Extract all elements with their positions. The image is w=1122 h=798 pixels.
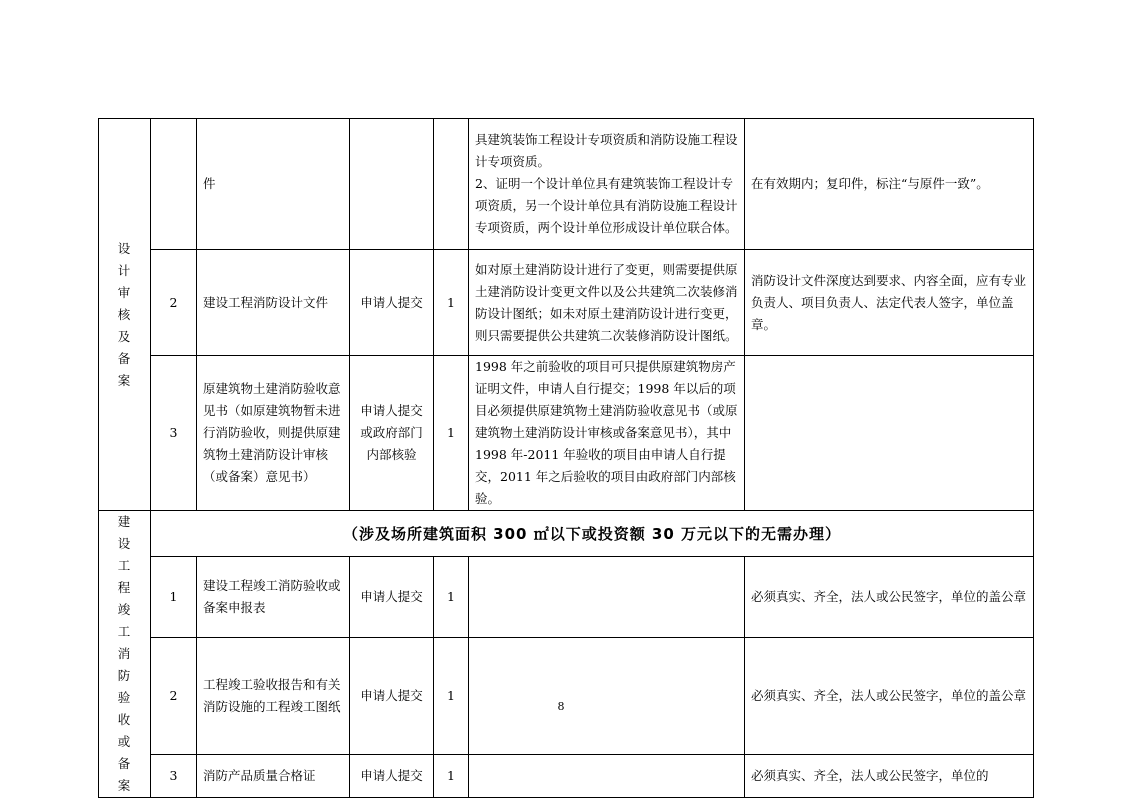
material-source: 申请人提交或政府部门内部核验 [350, 356, 434, 511]
material-name: 建设工程竣工消防验收或备案申报表 [197, 557, 350, 637]
table-row [99, 119, 1034, 250]
material-count: 1 [434, 755, 469, 798]
row-number: 2 [151, 250, 197, 356]
material-note: 如对原土建消防设计进行了变更，则需要提供原土建消防设计变更文件以及公共建筑二次装修消防设计图纸；如未对原土建消防设计进行变更，则只需要提供公共建筑二次装修消防设计图纸。 [469, 250, 745, 356]
material-requirement: 消防设计文件深度达到要求、内容全面，应有专业负责人、项目负责人、法定代表人签字，单位盖章。 [745, 250, 1034, 356]
material-name: 工程竣工验收报告和有关消防设施的工程竣工图纸 [197, 637, 350, 755]
material-source: 申请人提交 [350, 250, 434, 356]
material-source [350, 119, 434, 250]
row-number: 3 [151, 755, 197, 798]
section-label-design: 设计审核及备案 [99, 119, 151, 511]
material-source: 申请人提交 [350, 755, 434, 798]
requirements-table [98, 118, 1034, 798]
material-note: 具建筑装饰工程设计专项资质和消防设施工程设计专项资质。 2、证明一个设计单位具有建筑装饰工程设计专项资质，另一个设计单位具有消防设施工程设计专项资质，两个设计单位形成设计单位联合体。 [469, 119, 745, 250]
material-source: 申请人提交 [350, 557, 434, 637]
section-label-completion: 建设工程竣工消防验收或备案 [99, 511, 151, 798]
row-number [151, 119, 197, 250]
table-row [99, 250, 1034, 356]
row-number: 1 [151, 557, 197, 637]
row-number: 3 [151, 356, 197, 511]
material-requirement: 在有效期内；复印件，标注“与原件一致”。 [745, 119, 1034, 250]
table-row [99, 755, 1034, 798]
page-number: 8 [557, 700, 565, 713]
material-count: 1 [434, 356, 469, 511]
material-name: 件 [197, 119, 350, 250]
material-count: 1 [434, 637, 469, 755]
table-row [99, 356, 1034, 511]
material-count: 1 [434, 557, 469, 637]
material-note [469, 557, 745, 637]
material-name: 建设工程消防设计文件 [197, 250, 350, 356]
material-count: 1 [434, 250, 469, 356]
table-row [99, 511, 1034, 557]
completion-notice: （涉及场所建筑面积 300 ㎡以下或投资额 30 万元以下的无需办理） [151, 511, 1034, 557]
material-name: 消防产品质量合格证 [197, 755, 350, 798]
row-number: 2 [151, 637, 197, 755]
material-requirement: 必须真实、齐全，法人或公民签字，单位的盖公章 [745, 637, 1034, 755]
material-note [469, 755, 745, 798]
material-count [434, 119, 469, 250]
material-source: 申请人提交 [350, 637, 434, 755]
material-name: 原建筑物土建消防验收意见书（如原建筑物暂未进行消防验收，则提供原建筑物土建消防设计审核（或备案）意见书） [197, 356, 350, 511]
material-note [469, 637, 745, 755]
material-requirement [745, 356, 1034, 511]
material-requirement: 必须真实、齐全，法人或公民签字，单位的盖公章 [745, 557, 1034, 637]
table-row [99, 637, 1034, 755]
material-requirement: 必须真实、齐全，法人或公民签字，单位的 [745, 755, 1034, 798]
table-row [99, 557, 1034, 637]
material-note: 1998 年之前验收的项目可只提供原建筑物房产证明文件，申请人自行提交；1998 年以后的项目必须提供原建筑物土建消防验收意见书（或原建筑物土建消防设计审核或备案意见书），其中 1998 年-2011 年验收的项目由申请人自行提交，2011 年之后验收的项目由政府部门内部核验。 [469, 356, 745, 511]
